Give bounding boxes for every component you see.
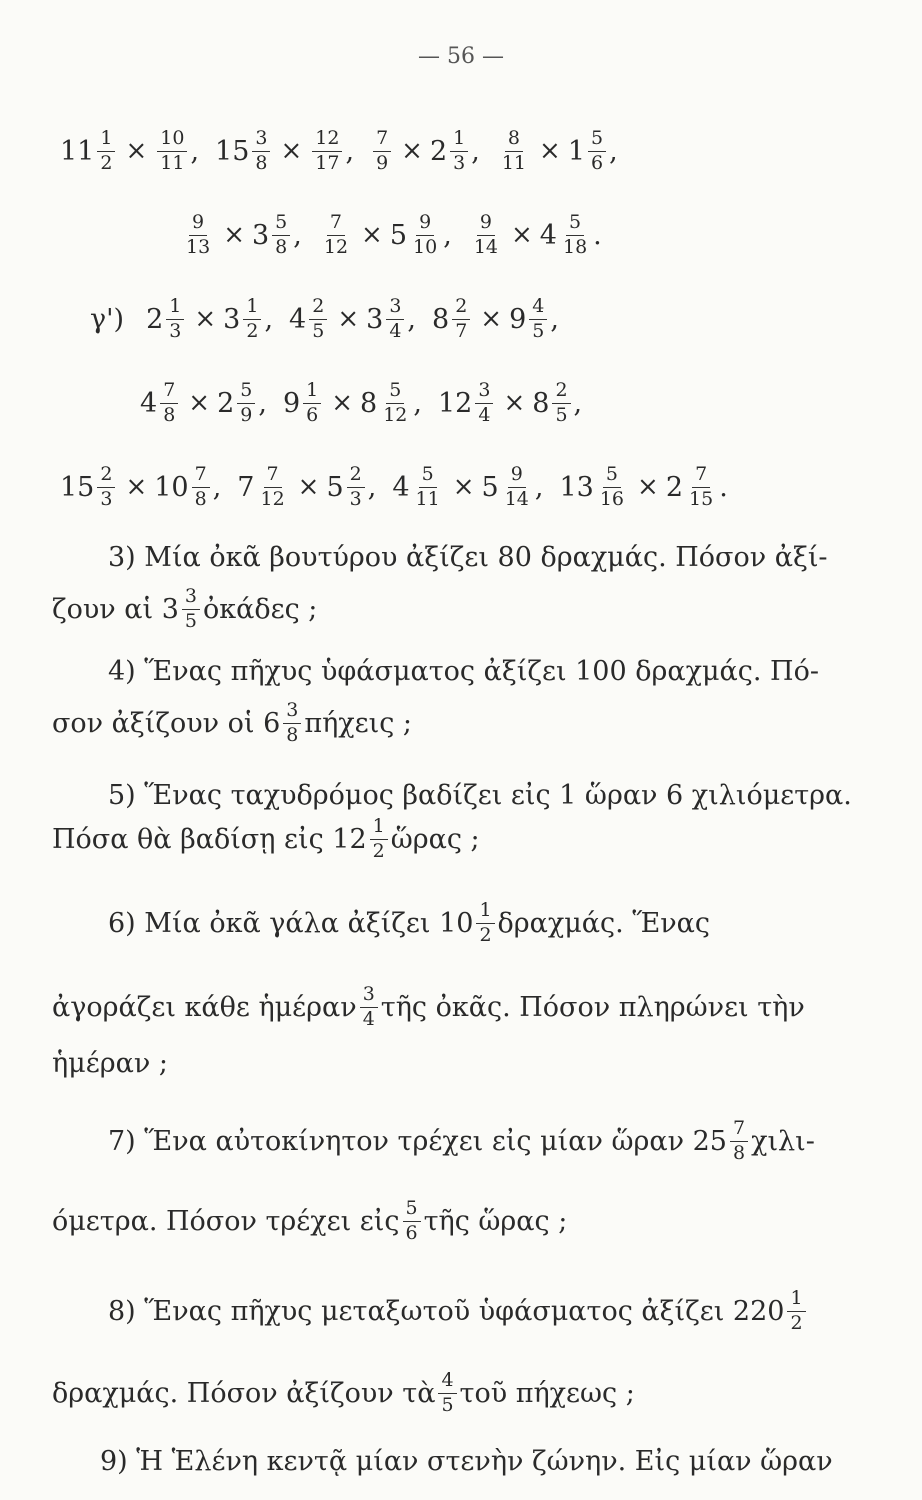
- expr-1-1-fraction-1-numerator: 1: [97, 128, 115, 152]
- expr-3-2-times: ×: [337, 304, 360, 335]
- expr-5-1-fraction-2-numerator: 7: [192, 464, 210, 488]
- expr-5-2-whole-2: 5: [326, 471, 344, 503]
- expr-3-3-fraction-1-numerator: 2: [452, 296, 470, 320]
- expr-5-4-times: ×: [637, 472, 659, 503]
- problem-8-text-c: δραχμάς. Πόσον ἀξίζουν τὰ: [52, 1377, 436, 1409]
- problem-5-line-2: [52, 816, 480, 863]
- exercise-row-3: [90, 296, 559, 343]
- problem-5-fraction: $\frac{1}{2}$: [370, 816, 388, 863]
- expr-4-1-fraction-1: [160, 380, 178, 427]
- exercise-row-5: [60, 464, 728, 511]
- problem-8-text-a: 8) Ἕνας πῆχυς μεταξωτοῦ ὑφάσματος ἀξίζει 220: [108, 1295, 785, 1327]
- expr-1-4-fraction-2: [588, 128, 606, 175]
- expr-5-1-times: ×: [125, 472, 148, 503]
- expr-2-1-fraction-2: [272, 212, 290, 259]
- expr-3-1-times: ×: [194, 304, 217, 335]
- expr-5-2-fraction-1: [257, 464, 287, 511]
- expr-5-3-whole-2: 5: [481, 471, 499, 503]
- expr-4-3-whole-1: 12: [438, 387, 473, 419]
- problem-3-text-a: ζουν αἱ 3: [52, 593, 179, 625]
- problem-7-fraction-2: $\frac{5}{6}$: [403, 1198, 421, 1245]
- expr-5-2-times: ×: [297, 472, 320, 503]
- expr-2-1-separator: ,: [293, 219, 302, 251]
- section-marker: γ'): [90, 303, 125, 335]
- expr-5-2-separator: ,: [367, 471, 377, 503]
- expr-3-2-fraction-1-numerator: 2: [309, 296, 327, 320]
- expr-4-1-fraction-1-numerator: 7: [160, 380, 178, 404]
- expr-5-1-fraction-2-denominator: 8: [194, 487, 207, 510]
- expr-1-2-fraction-1-numerator: 3: [252, 128, 270, 152]
- expr-4-3-fraction-2-numerator: 2: [552, 380, 570, 404]
- expr-5-4-fraction-1-numerator: 5: [603, 464, 621, 488]
- expr-1-2-fraction-1-denominator: 8: [255, 151, 268, 174]
- expr-4-3-separator: ,: [573, 387, 583, 419]
- expr-5-3-fraction-1-numerator: 5: [419, 464, 437, 488]
- expr-3-2-fraction-1-denominator: 5: [312, 319, 325, 342]
- expr-5-3-fraction-1: [413, 464, 443, 511]
- expr-2-3-fraction-2-numerator: 5: [566, 212, 584, 236]
- expr-3-2-whole-2: 3: [366, 303, 384, 335]
- problem-5-text-a: Πόσα θὰ βαδίσῃ εἰς 12: [52, 823, 367, 855]
- expr-1-2-fraction-2: [312, 128, 342, 175]
- expr-2-1-times: ×: [223, 220, 245, 251]
- expr-4-2-fraction-2-numerator: 5: [386, 380, 404, 404]
- expr-4-2-fraction-1: [303, 380, 321, 427]
- expr-3-2-whole-1: 4: [289, 303, 307, 335]
- expr-5-3-fraction-2: [502, 464, 532, 511]
- expr-2-2-times: ×: [361, 220, 383, 251]
- problem-4-text-b: πήχεις ;: [304, 707, 413, 739]
- expr-2-3-fraction-2: [560, 212, 590, 259]
- expr-5-4-whole-1: 13: [559, 471, 594, 503]
- expr-3-2-fraction-2: [386, 296, 404, 343]
- expr-4-3-fraction-1: [475, 380, 493, 427]
- expr-1-3-times: ×: [401, 136, 423, 167]
- expr-4-2-fraction-1-numerator: 1: [303, 380, 321, 404]
- problem-3-text-b: ὀκάδες ;: [202, 593, 318, 625]
- expr-2-2-fraction-2-denominator: 10: [413, 235, 438, 258]
- expr-1-2-separator: ,: [345, 135, 355, 167]
- problem-7-text-a: 7) Ἕνα αὐτοκίνητον τρέχει εἰς μίαν ὥραν 25: [108, 1125, 727, 1157]
- expr-4-1-fraction-1-denominator: 8: [163, 403, 176, 426]
- expr-1-4-fraction-1-denominator: 11: [501, 151, 527, 174]
- expr-2-2-fraction-1-numerator: 7: [327, 212, 345, 236]
- expr-1-2-fraction-2-numerator: 12: [312, 128, 342, 152]
- expr-1-4-fraction-1-numerator: 8: [505, 128, 523, 152]
- expr-4-3-fraction-1-numerator: 3: [475, 380, 493, 404]
- expr-2-1-fraction-2-numerator: 5: [272, 212, 290, 236]
- expr-4-3-whole-2: 8: [532, 387, 550, 419]
- expr-4-1-whole-1: 4: [140, 387, 158, 419]
- expr-2-1-fraction-1-numerator: 9: [189, 212, 207, 236]
- expr-1-1-fraction-2-numerator: 10: [157, 128, 187, 152]
- expr-5-2-fraction-2-numerator: 2: [347, 464, 365, 488]
- expr-2-2-fraction-2: [410, 212, 440, 259]
- expr-3-3-fraction-2: [529, 296, 547, 343]
- expr-1-4-times: ×: [539, 136, 561, 167]
- expr-4-1-separator: ,: [258, 387, 267, 419]
- expr-5-4-fraction-2-numerator: 7: [692, 464, 710, 488]
- expr-3-3-fraction-1-denominator: 7: [455, 319, 468, 342]
- expr-1-3-fraction-1-numerator: 7: [373, 128, 391, 152]
- problem-6-text-b: δραχμάς. Ἕνας: [497, 907, 711, 939]
- expr-1-3-separator: ,: [471, 135, 480, 167]
- problem-8-fraction-2: $\frac{4}{5}$: [438, 1370, 456, 1417]
- expr-2-2-separator: ,: [443, 219, 452, 251]
- expr-4-1-whole-2: 2: [217, 387, 235, 419]
- expr-1-3-fraction-2: [450, 128, 468, 175]
- expr-5-3-fraction-2-numerator: 9: [508, 464, 526, 488]
- expr-5-4-fraction-1-denominator: 16: [599, 487, 625, 510]
- problem-6-line-2: [52, 984, 805, 1031]
- expr-4-2-whole-2: 8: [360, 387, 378, 419]
- expr-1-1-fraction-1: [97, 128, 115, 175]
- expr-1-4-fraction-2-numerator: 5: [588, 128, 606, 152]
- expr-3-3-whole-2: 9: [509, 303, 527, 335]
- expr-4-2-fraction-2-denominator: 12: [383, 403, 408, 426]
- expr-2-1-whole-2: 3: [251, 219, 270, 251]
- problem-3-line-1: 3) Μία ὀκᾶ βουτύρου ἀξίζει 80 δραχμάς. Πόσον ἀξί-: [108, 542, 828, 573]
- expr-5-1-whole-2: 10: [154, 471, 189, 503]
- problem-6-fraction-1: $\frac{1}{2}$: [476, 900, 494, 947]
- expr-1-1-whole-1: 11: [60, 135, 95, 167]
- expr-5-2-fraction-2-denominator: 3: [349, 487, 362, 510]
- expr-4-2-separator: ,: [413, 387, 422, 419]
- expr-2-2-fraction-1-denominator: 12: [323, 235, 349, 258]
- expr-4-2-fraction-2: [380, 380, 410, 427]
- expr-5-1-fraction-1: [97, 464, 115, 511]
- expr-1-4-whole-2: 1: [567, 135, 585, 167]
- expr-5-1-fraction-1-numerator: 2: [97, 464, 115, 488]
- expr-5-1-separator: ,: [212, 471, 222, 503]
- expr-3-2-fraction-2-denominator: 4: [389, 319, 402, 342]
- expr-3-3-fraction-2-denominator: 5: [532, 319, 545, 342]
- expr-2-3-fraction-1: [471, 212, 501, 259]
- expr-1-2-whole-1: 15: [215, 135, 250, 167]
- expr-4-2-fraction-1-denominator: 6: [306, 403, 319, 426]
- expr-3-2-separator: ,: [407, 303, 416, 335]
- expr-4-3-fraction-2: [552, 380, 570, 427]
- expr-4-1-fraction-2: [237, 380, 255, 427]
- expr-2-2-fraction-1: [321, 212, 351, 259]
- problem-4-line-1: 4) Ἕνας πῆχυς ὑφάσματος ἀξίζει 100 δραχμάς. Πό-: [108, 656, 819, 687]
- expr-5-4-fraction-2-denominator: 15: [689, 487, 714, 510]
- expr-3-1-fraction-2-denominator: 2: [246, 319, 259, 342]
- expr-1-2-fraction-1: [252, 128, 270, 175]
- problem-6-line-3: ἡμέραν ;: [52, 1048, 168, 1079]
- expr-5-1-fraction-2: [192, 464, 210, 511]
- expr-5-4-fraction-2: [686, 464, 716, 511]
- expr-4-1-fraction-2-denominator: 9: [240, 403, 253, 426]
- expr-3-1-whole-2: 3: [223, 303, 241, 335]
- expr-1-3-fraction-1: [373, 128, 391, 175]
- expr-4-3-fraction-2-denominator: 5: [555, 403, 568, 426]
- expr-3-2-fraction-2-numerator: 3: [386, 296, 404, 320]
- expr-2-3-fraction-2-denominator: 18: [562, 235, 588, 258]
- expr-1-2-fraction-2-denominator: 17: [315, 151, 340, 174]
- problem-8-line-2: [52, 1370, 635, 1417]
- expr-3-1-fraction-1-denominator: 3: [169, 319, 182, 342]
- expr-5-4-separator: .: [719, 471, 728, 503]
- exercise-row-1: [60, 128, 618, 175]
- problem-7-line-2: [52, 1198, 567, 1245]
- expr-3-1-fraction-1: [166, 296, 184, 343]
- problem-8-text-d: τοῦ πήχεως ;: [459, 1377, 635, 1409]
- problem-9-line-1: 9) Ἡ Ἑλένη κεντᾷ μίαν στενὴν ζώνην. Εἰς μίαν ὥραν: [100, 1446, 833, 1477]
- expr-2-3-separator: .: [593, 219, 602, 251]
- problem-7-text-b: χιλι-: [751, 1125, 815, 1157]
- expr-5-3-times: ×: [452, 472, 475, 503]
- problem-4-text-a: σον ἀξίζουν οἱ 6: [52, 707, 281, 739]
- expr-1-1-fraction-1-denominator: 2: [100, 151, 113, 174]
- expr-5-2-fraction-2: [347, 464, 365, 511]
- expr-5-3-fraction-2-denominator: 14: [504, 487, 529, 510]
- expr-1-3-fraction-2-denominator: 3: [453, 151, 466, 174]
- problem-7-line-1: [108, 1118, 815, 1165]
- expr-5-2-fraction-1-numerator: 7: [264, 464, 282, 488]
- problem-6-line-1: [108, 900, 710, 947]
- problem-6-fraction-2: $\frac{3}{4}$: [360, 984, 378, 1031]
- expr-3-3-fraction-2-numerator: 4: [529, 296, 547, 320]
- page-number: — 56 —: [418, 44, 504, 69]
- problem-6-text-d: τῆς ὀκᾶς. Πόσον πληρώνει τὴν: [380, 991, 805, 1023]
- expr-5-2-whole-1: 7: [237, 471, 255, 503]
- problem-4-line-2: [52, 700, 412, 747]
- expr-2-3-fraction-1-numerator: 9: [477, 212, 495, 236]
- expr-3-1-separator: ,: [264, 303, 274, 335]
- expr-4-3-fraction-1-denominator: 4: [478, 403, 491, 426]
- problem-7-text-d: τῆς ὥρας ;: [423, 1205, 568, 1237]
- expr-4-1-times: ×: [188, 388, 211, 419]
- expr-5-1-whole-1: 15: [60, 471, 95, 503]
- exercise-row-2: [180, 212, 602, 259]
- problem-7-text-c: όμετρα. Πόσον τρέχει εἰς: [52, 1205, 400, 1237]
- expr-5-3-separator: ,: [534, 471, 544, 503]
- problem-6-text-a: 6) Μία ὀκᾶ γάλα ἀξίζει 10: [108, 907, 474, 939]
- expr-1-3-fraction-1-denominator: 9: [376, 151, 389, 174]
- expr-1-1-times: ×: [125, 136, 148, 167]
- expr-1-4-fraction-1: [499, 128, 529, 175]
- expr-1-4-separator: ,: [609, 135, 618, 167]
- expr-4-1-fraction-2-numerator: 5: [237, 380, 255, 404]
- expr-2-3-fraction-1-denominator: 14: [473, 235, 498, 258]
- expr-5-3-fraction-1-denominator: 11: [415, 487, 440, 510]
- expr-5-4-whole-2: 2: [665, 471, 684, 503]
- expr-2-1-fraction-1-denominator: 13: [186, 235, 211, 258]
- expr-2-1-fraction-1: [183, 212, 213, 259]
- problem-5-text-b: ὥρας ;: [390, 823, 480, 855]
- problem-4-fraction: $\frac{3}{8}$: [283, 700, 301, 747]
- expr-3-1-whole-1: 2: [146, 303, 164, 335]
- expr-3-3-fraction-1: [452, 296, 470, 343]
- expr-3-2-fraction-1: [309, 296, 327, 343]
- expr-1-1-separator: ,: [190, 135, 200, 167]
- expr-4-2-times: ×: [331, 388, 354, 419]
- expr-1-1-fraction-2: [157, 128, 187, 175]
- expr-2-2-fraction-2-numerator: 9: [416, 212, 434, 236]
- expr-1-3-fraction-2-numerator: 1: [450, 128, 468, 152]
- expr-3-3-separator: ,: [550, 303, 559, 335]
- expr-3-3-whole-1: 8: [432, 303, 450, 335]
- problem-7-fraction-1: $\frac{7}{8}$: [730, 1118, 748, 1165]
- exercise-row-4: [140, 380, 582, 427]
- problem-6-text-c: ἀγοράζει κάθε ἡμέραν: [52, 991, 357, 1023]
- expr-2-1-fraction-2-denominator: 8: [275, 235, 288, 258]
- expr-1-4-fraction-2-denominator: 6: [591, 151, 604, 174]
- problem-3-line-2: [52, 586, 317, 633]
- expr-2-3-times: ×: [511, 220, 533, 251]
- expr-1-3-whole-2: 2: [429, 135, 448, 167]
- expr-2-2-whole-2: 5: [389, 219, 408, 251]
- expr-5-1-fraction-1-denominator: 3: [100, 487, 113, 510]
- expr-3-1-fraction-2-numerator: 1: [243, 296, 261, 320]
- expr-4-2-whole-1: 9: [282, 387, 301, 419]
- expr-4-3-times: ×: [503, 388, 526, 419]
- problem-3-fraction: $\frac{3}{5}$: [182, 586, 200, 633]
- expr-1-2-times: ×: [280, 136, 303, 167]
- expr-5-4-fraction-1: [597, 464, 627, 511]
- expr-1-1-fraction-2-denominator: 11: [160, 151, 185, 174]
- expr-3-3-times: ×: [480, 304, 503, 335]
- expr-5-2-fraction-1-denominator: 12: [260, 487, 285, 510]
- expr-3-1-fraction-1-numerator: 1: [166, 296, 184, 320]
- expr-5-3-whole-1: 4: [392, 471, 410, 503]
- expr-2-3-whole-2: 4: [539, 219, 557, 251]
- expr-3-1-fraction-2: [243, 296, 261, 343]
- problem-5-line-1: 5) Ἕνας ταχυδρόμος βαδίζει εἰς 1 ὥραν 6 χιλιόμετρα.: [108, 780, 852, 811]
- problem-8-line-1: [108, 1288, 809, 1335]
- problem-8-fraction-1: $\frac{1}{2}$: [787, 1288, 805, 1335]
